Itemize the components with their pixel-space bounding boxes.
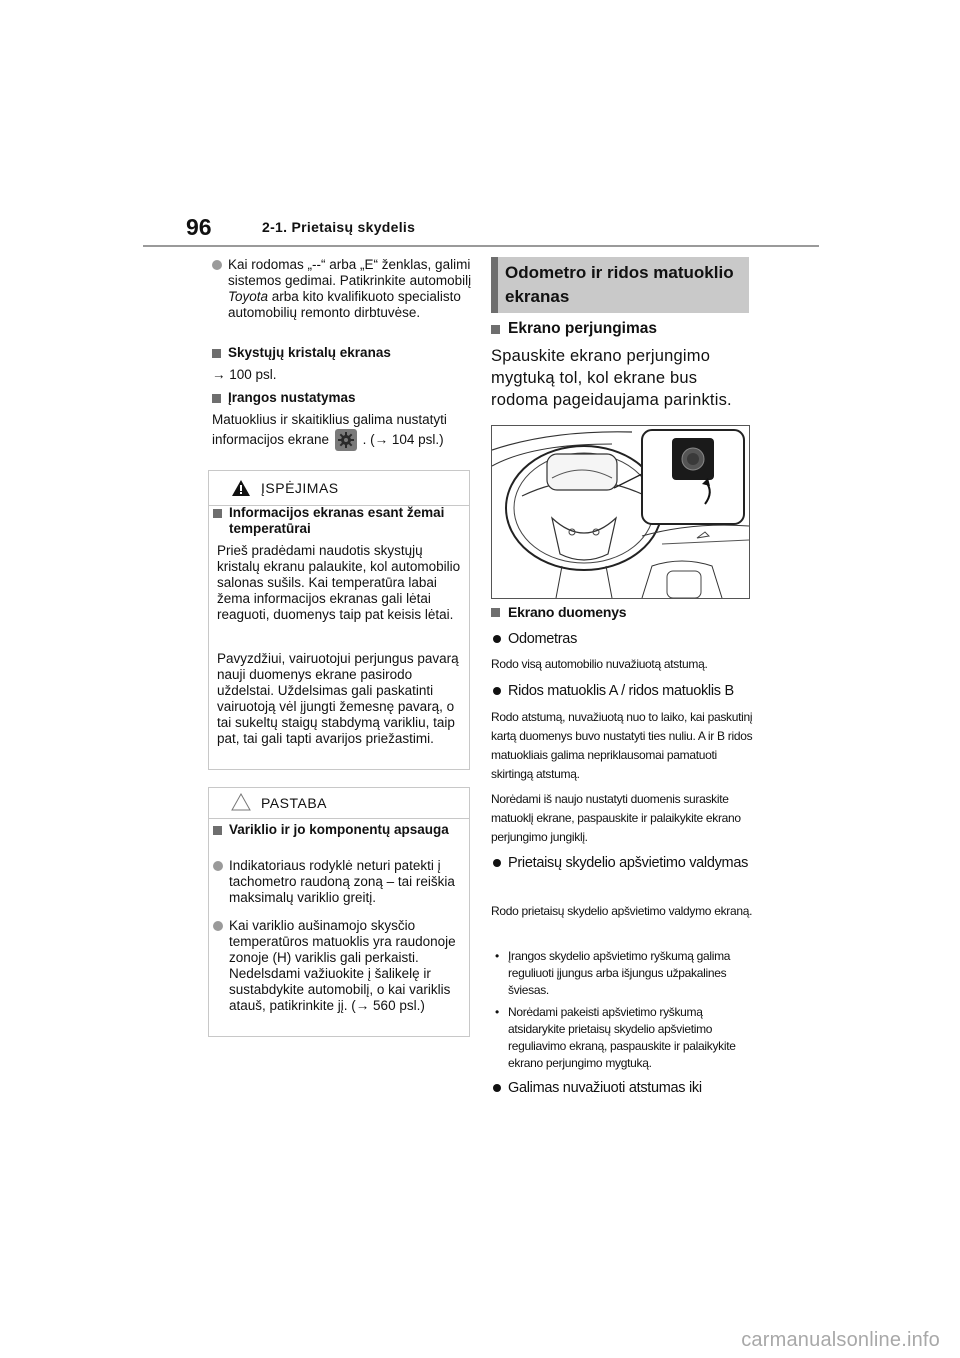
square-bullet-icon [212,349,221,358]
settings-gear-icon [335,429,357,451]
note-bullet-2: Kai variklio aušinamojo skysčio temperatūros matuoklis yra raudonoje zonoje (H) variklis gali perkaisti. Nedelsdami važiuokite į šalikelę ir sustabdykite automobilį, o kai variklis atauš, patikrinkite jį. (→ 560 psl.) [213,918,467,1014]
bullet-dot-icon [493,859,501,867]
range-item: Galimas nuvažiuoti atstumas iki [491,1077,753,1099]
odometer-desc: Rodo visą automobilio nuvažiuotą atstumą. [491,657,708,671]
bullet-dot-icon [213,861,223,871]
warning-title: ĮSPĖJIMAS [261,480,339,496]
dashboard-illustration [491,425,750,599]
trip-meter-desc: Rodo atstumą, nuvažiuotą nuo to laiko, kai paskutinį kartą duomenys buvo nustatyti ties nuliu. A ir B ridos matuokliais galima nepriklausomai pamatuoti skirtingą atstumą. [491,710,753,781]
warning-header [209,471,469,506]
dimmer-note-1: • Įrangos skydelio apšvietimo ryškumą galima reguliuoti įjungus arba išjungus užpakalines šviesas. [495,949,731,997]
bullet-dot-icon [493,687,501,695]
dimmer-desc: Rodo prietaisų skydelio apšvietimo valdymo ekraną. [491,904,753,918]
note-box [208,787,470,1037]
warning-triangle-icon [231,479,251,497]
bullet-dot-icon [213,921,223,931]
note-header [209,788,469,819]
switch-heading: Ekrano perjungimas [491,320,657,338]
data-heading: Ekrano duomenys [491,604,626,620]
setup-text: informacijos ekrane [212,432,330,447]
square-bullet-icon [213,826,222,835]
trip-meter-reset: Norėdami iš naujo nustatyti duomenis suraskite matuoklį ekrane, paspauskite ir palaikykite ekrano perjungimo jungiklį. [491,792,741,844]
header-divider [143,245,819,247]
bullet-dot-icon [212,260,222,270]
bullet-text-tail: arba kito kvalifikuoto specialisto automobilių remonto dirbtuvėse. [228,289,461,320]
square-bullet-icon [491,608,500,617]
warning-para-1: Prieš pradėdami naudotis skystųjų kristalų ekranu palaukite, kol automobilio salonas sušils. Kai temperatūra labai žema informacijos ekranas gali lėtai reaguoti, duomenys taip pat keisis lėtai. [217,543,461,622]
square-bullet-icon [213,509,222,518]
square-bullet-icon [212,394,221,403]
page-number: 96 [186,214,212,240]
trip-meter-item: Ridos matuoklis A / ridos matuoklis B [491,680,753,702]
lcd-heading: Skystųjų kristalų ekranas [212,345,472,361]
setup-page-ref: . (→ 104 psl.) [362,432,444,447]
square-bullet-icon [491,325,500,334]
setup-heading: Įrangos nustatymas [212,390,472,406]
note-bullet-1: Indikatoriaus rodyklė neturi patekti į tachometro raudoną zoną – tai reiškia maksimalų variklio greitį. [213,858,467,906]
lcd-page-ref: → 100 psl. [212,367,277,382]
setup-line-2 [212,428,444,452]
note-marker: • [495,949,499,963]
dimmer-item: Prietaisų skydelio apšvietimo valdymas [491,852,753,874]
setup-line-1: Matuoklius ir skaitiklius galima nustatyti [212,412,447,427]
bullet-text: Kai rodomas „--“ arba „E“ ženklas, galimi sistemos gedimai. Patikrinkite automobilį [228,257,472,288]
section-title: 2-1. Prietaisų skydelis [262,219,416,235]
odometer-item: Odometras [491,628,753,650]
warning-heading: Informacijos ekranas esant žemai temperatūrai [213,505,467,537]
odometer-title-text: Odometro ir ridos matuoklio ekranas [505,263,734,306]
bullet-dot-icon [493,635,501,643]
watermark: carmanualsonline.info [741,1329,940,1351]
note-marker: • [495,1005,499,1019]
left-bullet-system-fault [212,257,472,321]
warning-para-2: Pavyzdžiui, vairuotojui perjungus pavarą nauji duomenys ekrane pasirodo uždelstai. Uždelsimas gali paskatinti vairuotoją vėl įjungti žemesnę pavarą, o tai sukeltų staigų stabdymą varikliu, taip pat, tai gali tapti avarijos priežastimi. [217,651,459,746]
note-title: PASTABA [261,795,328,811]
note-heading: Variklio ir jo komponentų apsauga [213,822,467,838]
dimmer-note-2: • Norėdami pakeisti apšvietimo ryškumą atsidarykite prietaisų skydelio apšvietimo reguliavimo ekraną, paspauskite ir palaikykite ekrano perjungimo mygtuką. [495,1005,736,1070]
odometer-section-title [491,257,749,313]
bullet-dot-icon [493,1084,501,1092]
switch-body: Spauskite ekrano perjungimo mygtuką tol, kol ekrane bus rodoma pageidaujama parinktis. [491,347,732,409]
brand-name: Toyota [228,289,269,304]
note-triangle-icon [231,793,251,811]
warning-box [208,470,470,770]
title-accent [491,257,498,313]
